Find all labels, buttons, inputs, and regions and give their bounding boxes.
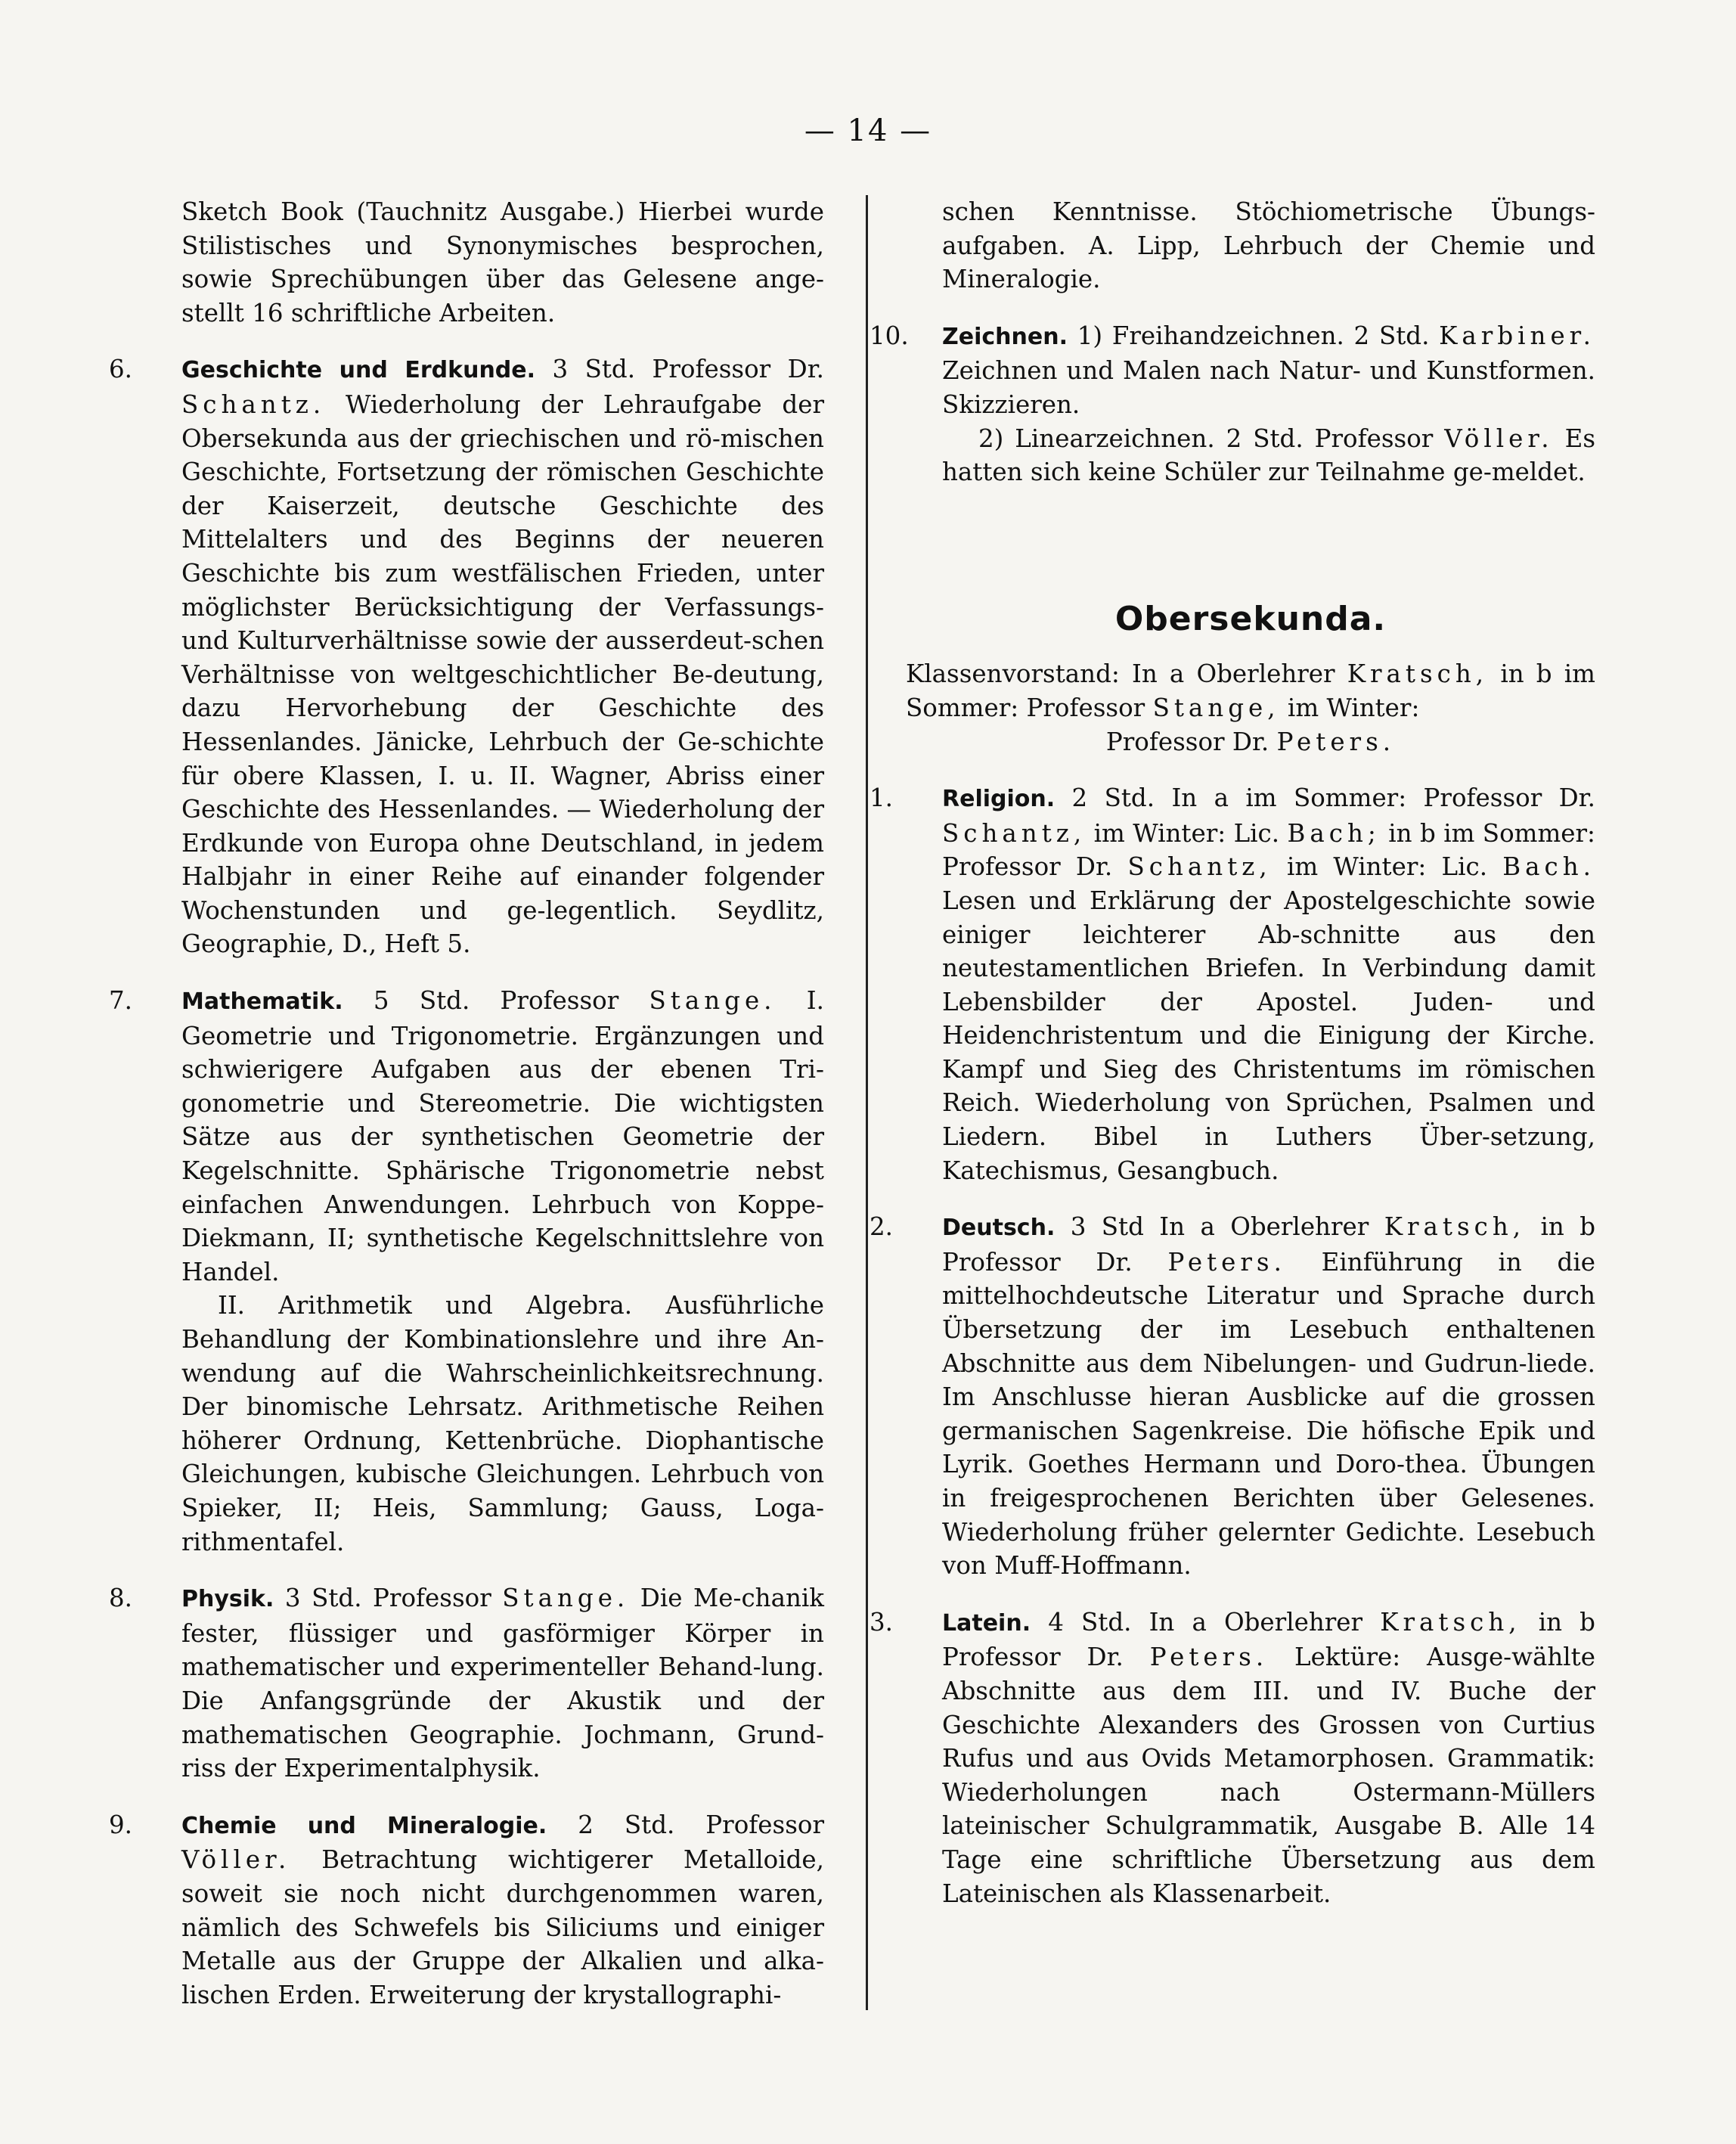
teacher-name: Schantz, [1127, 852, 1272, 882]
kv-text: Klassenvorstand: In a Oberlehrer [906, 659, 1335, 689]
section-text: Es hatten sich keine Schüler zur Teilnahme ge-meldet. [942, 424, 1595, 487]
section-number: 8. [109, 1584, 133, 1613]
section-8-physik [109, 1581, 825, 1786]
section-text: 2) Linearzeichnen. 2 Std. Professor [978, 424, 1434, 453]
klassenvorstand [906, 657, 1595, 724]
section-text: im Winter: Lic. [1093, 818, 1280, 848]
section-text: in b Professor Dr. [942, 1212, 1595, 1277]
section-text: I. Geometrie und Trigonometrie. Ergänzungen und schwierigere Aufgaben aus der ebenen Tri-gonometrie und Stereometrie. Die wichtigsten Sätze aus der synthetischen Geometrie der Kegelschnitte. Sphärische Trigonometrie nebst einfachen Anwendungen. Lehrbuch von Koppe-Diekmann, II; synthetische Kegelschnittslehre von Handel. [181, 986, 824, 1286]
section-text: Einführung in die mittelhochdeutsche Literatur und Sprache durch Übersetzung der im Lesebuch enthaltenen Abschnitte aus dem Nibelungen- und Gudrun-liede. Im Anschlusse hieran Ausblicke auf die grossen germanischen Sagenkreise. Die höfische Epik und Lyrik. Goethes Hermann und Doro-thea. Übungen in freigesprochenen Berichten über Gelesenes. Wiederholung früher gelernter Gedichte. Lesebuch von Muff-Hoffmann. [942, 1247, 1595, 1581]
section-number: 6. [109, 355, 133, 384]
right-column [870, 195, 1595, 1910]
section-7-part-2: II. Arithmetik und Algebra. Ausführliche Behandlung der Kombinationslehre und ihre An-wendung auf die Wahrscheinlichkeitsrechnung. Der binomische Lehrsatz. Arithmetische Reihen höherer Ordnung, Kettenbrüche. Diophantische Gleichungen, kubische Gleichungen. Lehrbuch von Spieker, II; Heis, Sammlung; Gauss, Loga-rithmentafel. [181, 1291, 824, 1556]
teacher-name: Völler. [181, 1845, 291, 1875]
section-text: Lesen und Erklärung der Apostelgeschichte sowie einiger leichterer Ab-schnitte aus den neutestamentlichen Briefen. In Verbindung damit Lebensbilder der Apostel. Juden- und Heidenchristentum und die Einigung der Kirche. Kampf und Sieg des Christentums im römischen Reich. Wiederholung von Sprüchen, Psalmen und Liedern. Bibel in Luthers Über-setzung, Katechismus, Gesangbuch. [942, 886, 1595, 1185]
section-text: 3 Std In a Oberlehrer [1070, 1212, 1369, 1242]
section-number: 2. [870, 1212, 894, 1242]
section-title: Physik. [181, 1586, 274, 1613]
section-number: 7. [109, 986, 133, 1016]
section-1-religion [870, 781, 1595, 1187]
section-number: 9. [109, 1810, 133, 1839]
section-5-continuation: Sketch Book (Tauchnitz Ausgabe.) Hierbei wurde Stilistisches und Synonymisches besprochen, sowie Sprechübungen über das Gelesene ange-stellt 16 schriftliche Arbeiten. [181, 197, 824, 327]
section-text: in b Professor Dr. [942, 1607, 1595, 1672]
klassenvorstand-line-3 [906, 725, 1595, 759]
section-title: Deutsch. [942, 1215, 1056, 1242]
section-title: Religion. [942, 786, 1056, 813]
section-text: Lektüre: Ausge-wählte Abschnitte aus dem III. und IV. Buche der Geschichte Alexanders des Grossen von Curtius Rufus und aus Ovids Metamorphosen. Grammatik: Wiederholungen nach Ostermann-Müllers lateinischer Schulgrammatik, Ausgabe B. Alle 14 Tage eine schriftliche Übersetzung aus dem Lateinischen als Klassenarbeit. [942, 1643, 1595, 1908]
teacher-name: Kratsch, [1384, 1212, 1526, 1242]
teacher-name: Stange. [649, 986, 777, 1016]
section-3-latein [870, 1606, 1595, 1910]
section-text: in b im Sommer: Professor Dr. [942, 818, 1595, 882]
teacher-name: Peters. [1276, 727, 1396, 756]
teacher-name: Schantz. [181, 389, 326, 419]
section-hours: 3 Std. Professor [284, 1584, 491, 1613]
section-hours: 2 Std. Professor [578, 1810, 824, 1839]
kv-text: Professor Dr. [1105, 727, 1269, 756]
teacher-name: Stange, [1152, 693, 1280, 722]
section-text: 2 Std. In a im Sommer: Professor Dr. [1071, 783, 1595, 813]
section-hours: 3 Std. Professor Dr. [552, 355, 824, 384]
kv-text: im Winter: [1287, 693, 1420, 722]
teacher-name: Völler. [1444, 424, 1554, 453]
section-text: 1) Freihandzeichnen. 2 Std. [1077, 321, 1430, 350]
teacher-name: Kratsch, [1347, 659, 1489, 689]
teacher-name: Peters. [1167, 1247, 1286, 1277]
section-9-chemie [109, 1808, 824, 2012]
section-text: im Winter: Lic. [1286, 852, 1488, 882]
class-heading: Obersekunda. [1114, 599, 1387, 638]
teacher-name: Stange. [502, 1584, 630, 1613]
section-title: Latein. [942, 1609, 1031, 1637]
section-6-geschichte [109, 352, 824, 961]
page-number: — 14 — [804, 113, 932, 148]
left-column [109, 195, 825, 2012]
section-7-mathematik [109, 984, 824, 1289]
section-10-zeichnen [870, 319, 1595, 422]
section-title: Mathematik. [181, 988, 343, 1016]
section-9-continuation: schen Kenntnisse. Stöchiometrische Übungs-aufgaben. A. Lipp, Lehrbuch der Chemie und Mineralogie. [942, 197, 1595, 294]
teacher-name: Peters. [1149, 1643, 1269, 1672]
section-10-part-2 [906, 422, 1595, 489]
section-number: 1. [870, 783, 894, 813]
section-text: Die Me-chanik fester, flüssiger und gasförmiger Körper in mathematischer und experimenteller Behand-lung. Die Anfangsgründe der Akustik und der mathematischen Geographie. Jochmann, Grund-riss der Experimentalphysik. [181, 1584, 825, 1783]
kv-text: in b im Sommer: Professor [906, 659, 1595, 722]
section-hours: 5 Std. Professor [373, 986, 619, 1016]
section-number: 10. [870, 321, 909, 350]
section-title: Zeichnen. [942, 323, 1068, 350]
teacher-name: Schantz, [942, 818, 1087, 848]
section-text: Betrachtung wichtigerer Metalloide, soweit sie noch nicht durchgenommen waren, nämlich des Schwefels bis Siliciums und einiger Metalle aus der Gruppe der Alkalien und alka-lischen Erden. Erweiterung der krystallographi- [181, 1845, 824, 2009]
section-number: 3. [870, 1607, 894, 1637]
section-title: Chemie und Mineralogie. [181, 1812, 547, 1839]
teacher-name: Bach. [1502, 852, 1595, 882]
teacher-name: Karbiner. [1439, 321, 1595, 350]
section-2-deutsch [870, 1210, 1595, 1583]
section-title: Geschichte und Erdkunde. [181, 357, 536, 384]
section-text: Zeichnen und Malen nach Natur- und Kunstformen. Skizzieren. [942, 356, 1595, 419]
column-divider [866, 195, 868, 2010]
teacher-name: Kratsch, [1380, 1607, 1521, 1637]
section-text: Wiederholung der Lehraufgabe der Obersekunda aus der griechischen und rö-mischen Geschichte, Fortsetzung der römischen Geschichte der Kaiserzeit, deutsche Geschichte des Mittelalters und des Beginns der neueren Geschichte bis zum westfälischen Frieden, unter möglichster Berücksichtigung der Verfassungs- und Kulturverhältnisse sowie der ausserdeut-schen Verhältnisse von weltgeschichtlicher Be-deutung, dazu Hervorhebung der Geschichte des Hessenlandes. Jänicke, Lehrbuch der Ge-schichte für obere Klassen, I. u. II. Wagner, Abriss einer Geschichte des Hessenlandes. — Wiederholung der Erdkunde von Europa ohne Deutschland, in jedem Halbjahr in einer Reihe auf einander folgender Wochenstunden und ge-legentlich. Seydlitz, Geographie, D., Heft 5. [181, 389, 824, 959]
section-text: 4 Std. In a Oberlehrer [1048, 1607, 1363, 1637]
teacher-name: Bach; [1287, 818, 1381, 848]
